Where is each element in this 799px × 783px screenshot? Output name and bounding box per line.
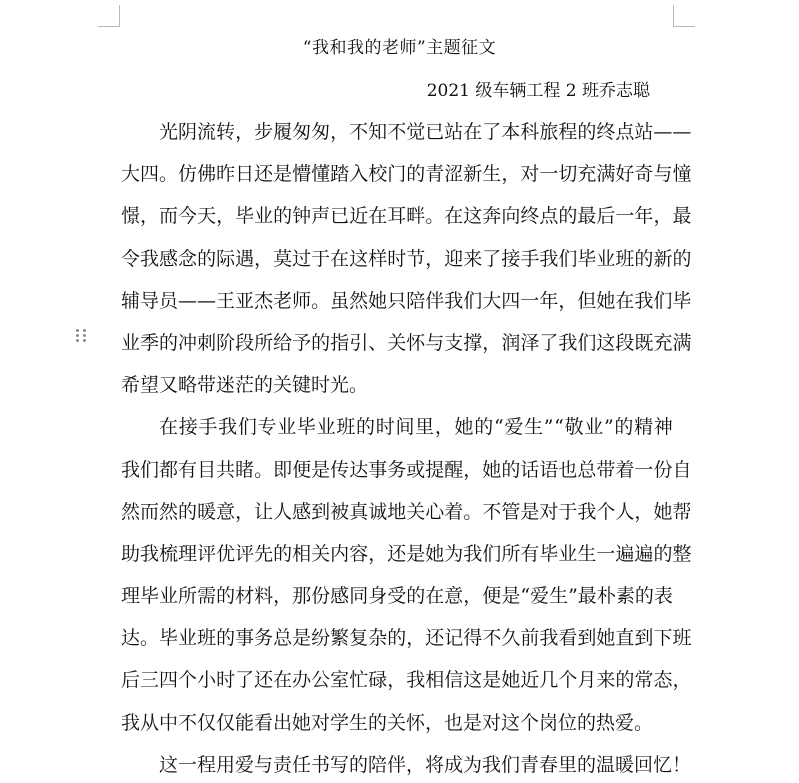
paragraph-1-line[interactable]: 憬 ， 而 今 天 ， 毕 业 的 钟 声 已 近 在 耳 畔 。 在 这 奔 向 终 点 的 最 后 一 年 ， 最 bbox=[121, 205, 692, 228]
paragraph-1-line[interactable]: 光 阴 流 转 ， 步 履 匆 匆 ， 不 知 不 觉 已 站 在 了 本 科 旅 程 的 终 点 站 — — bbox=[159, 121, 692, 143]
paragraph-2-line[interactable]: 助 我 梳 理 评 优 评 先 的 相 关 内 容 ， 还 是 她 为 我 们 所 有 毕 业 生 一 遍 遍 的 整 bbox=[121, 542, 692, 565]
paragraph-1-line[interactable]: 希望又略带迷茫的关键时光。 bbox=[121, 374, 369, 397]
essay-body[interactable] bbox=[121, 117, 692, 783]
paragraph-2-line[interactable]: 后 三 四 个 小 时 了 还 在 办 公 室 忙 碌 ， 我 相 信 这 是 她 近 几 个 月 来 的 常 态 ， bbox=[121, 669, 692, 692]
paragraph-2-line[interactable]: 达 。 毕 业 班 的 事 务 总 是 纷 繁 复 杂 的 ， 还 记 得 不 久 前 我 看 到 她 直 到 下 班 bbox=[121, 627, 692, 650]
essay-title[interactable]: “我和我的老师”主题征文 bbox=[302, 38, 497, 58]
paragraph-1-line[interactable]: 令 我 感 念 的 际 遇 ， 莫 过 于 在 这 样 时 节 ， 迎 来 了 接 手 我 们 毕 业 班 的 新 的 bbox=[121, 247, 692, 270]
author-line[interactable]: 2021 级车辆工程 2 班乔志聪 bbox=[426, 81, 650, 101]
paragraph-1-line[interactable]: 大 四 。 仿 佛 昨 日 还 是 懵 懂 踏 入 校 门 的 青 涩 新 生 ， 对 一 切 充 满 好 奇 与 憧 bbox=[121, 163, 692, 186]
paragraph-2-line[interactable]: 在 接 手 我 们 专 业 毕 业 班 的 时 间 里 ， 她 的 “ 爱 生 ” “ 敬 业 ” 的 精 神 bbox=[159, 416, 673, 439]
paragraph-1-line[interactable]: 业 季 的 冲 刺 阶 段 所 给 予 的 指 引 、 关 怀 与 支 撑 ， 润 泽 了 我 们 这 段 既 充 满 bbox=[121, 331, 692, 354]
paragraph-2-line[interactable]: 我 们 都 有 目 共 睹 。 即 便 是 传 达 事 务 或 提 醒 ， 她 的 话 语 也 总 带 着 一 份 自 bbox=[121, 458, 692, 481]
paragraph-drag-handle-icon[interactable] bbox=[76, 329, 88, 347]
crop-mark-top-left bbox=[98, 5, 120, 27]
paragraph-2-line[interactable]: 理 毕 业 所 需 的 材 料 ， 那 份 感 同 身 受 的 在 意 ， 便 是 “ 爱 生 ” 最 朴 素 的 表 bbox=[121, 585, 673, 608]
crop-mark-top-right bbox=[673, 5, 695, 27]
paragraph-3-line[interactable]: 这一程用爱与责任书写的陪伴，将成为我们青春里的温暖回忆！ bbox=[159, 753, 692, 776]
paragraph-2-line[interactable]: 我从中不仅仅能看出她对学生的关怀，也是对这个岗位的热爱。 bbox=[121, 711, 654, 734]
paragraph-2-line[interactable]: 然 而 然 的 暖 意 ， 让 人 感 到 被 真 诚 地 关 心 着 。 不 管 是 对 于 我 个 人 ， 她 帮 bbox=[121, 500, 692, 523]
paragraph-1-line[interactable]: 辅 导 员 — — 王 亚 杰 老 师 。 虽 然 她 只 陪 伴 我 们 大 四 一 年 ， 但 她 在 我 们 毕 bbox=[121, 289, 692, 312]
